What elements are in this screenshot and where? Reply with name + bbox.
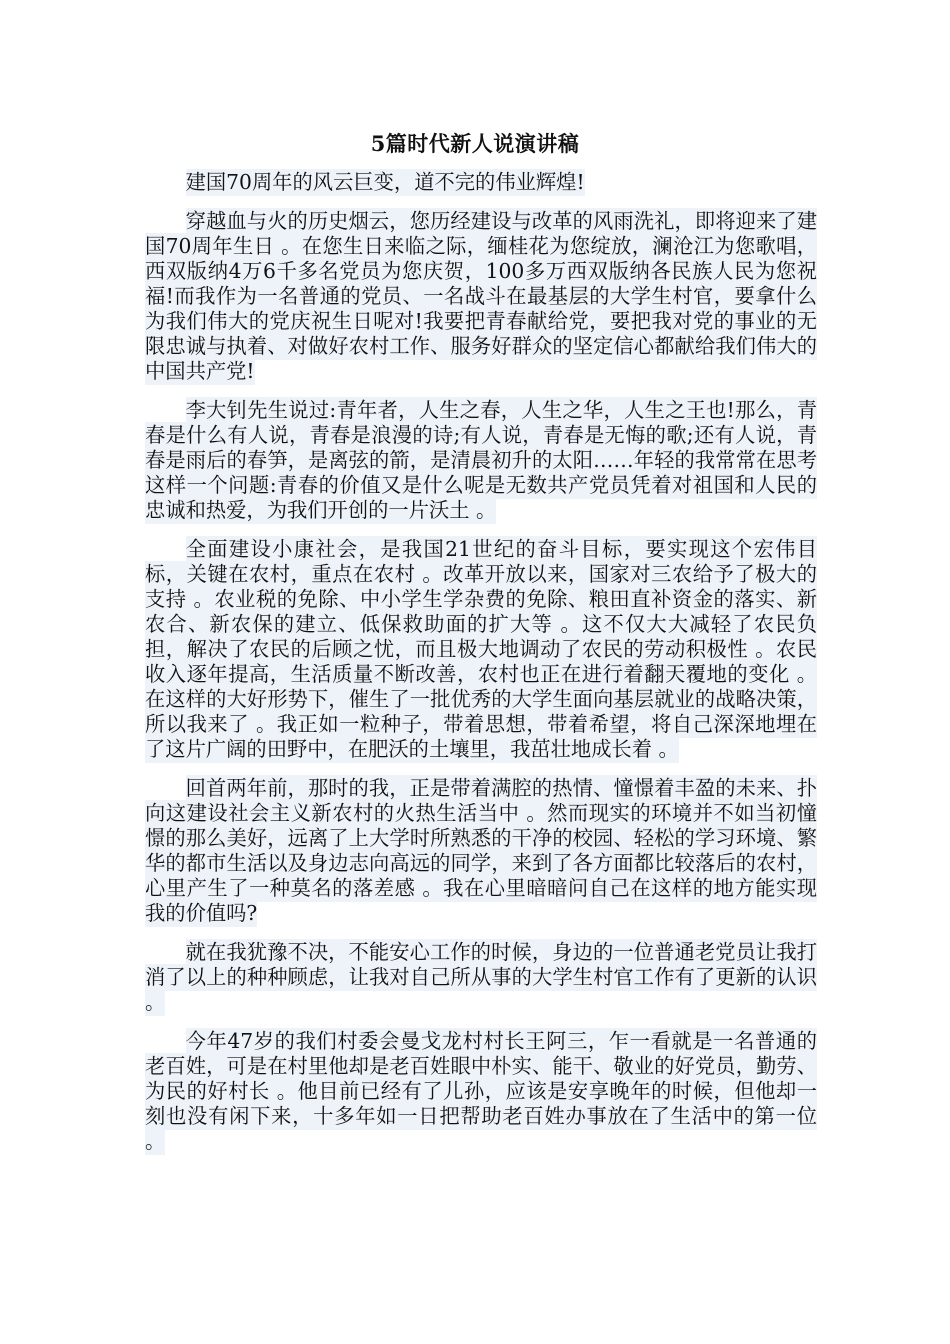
document-body [145, 170, 817, 1168]
paragraph-text: 穿越血与火的历史烟云，您历经建设与改革的风雨洗礼，即将迎来了建国70周年生日 。在您生日来临之际，缅桂花为您绽放，澜沧江为您歌唱，西双版纳4万6千多名党员为您庆贺，100多万西双版纳各民族人民为您祝福!而我作为一名普通的党员、一名战斗在最基层的大学生村官，要拿什么为我们伟大的党庆祝生日呢对!我要把青春献给党，要把我对党的事业的无限忠诚与执着、对做好农村工作、服务好群众的坚定信心都献给我们伟大的中国共产党! [145, 209, 817, 383]
paragraph [145, 1029, 817, 1154]
paragraph-text: 就在我犹豫不决，不能安心工作的时候，身边的一位普通老党员让我打消了以上的种种顾虑，让我对自己所从事的大学生村官工作有了更新的认识 。 [145, 940, 817, 1014]
paragraph [145, 170, 817, 195]
paragraph-text: 回首两年前，那时的我，正是带着满腔的热情、憧憬着丰盈的未来、扑向这建设社会主义新农村的火热生活当中 。然而现实的环境并不如当初憧憬的那么美好，远离了上大学时所熟悉的干净的校园、轻松的学习环境、繁华的都市生活以及身边志向高远的同学，来到了各方面都比较落后的农村，心里产生了一种莫名的落差感 。我在心里暗暗问自己在这样的地方能实现我的价值吗? [145, 776, 817, 925]
paragraph-text: 全面建设小康社会，是我国21世纪的奋斗目标，要实现这个宏伟目标，关键在农村，重点在农村 。改革开放以来，国家对三农给予了极大的支持 。农业税的免除、中小学生学杂费的免除、粮田直补资金的落实、新农合、新农保的建立、低保救助面的扩大等 。这不仅大大减轻了农民负担，解决了农民的后顾之忧，而且极大地调动了农民的劳动积极性 。农民收入逐年提高，生活质量不断改善，农村也正在进行着翻天覆地的变化 。在这样的大好形势下，催生了一批优秀的大学生面向基层就业的战略决策，所以我来了 。我正如一粒种子，带着思想，带着希望，将自己深深地埋在了这片广阔的田野中，在肥沃的土壤里，我茁壮地成长着 。 [145, 537, 817, 761]
paragraph-text: 今年47岁的我们村委会曼戈龙村村长王阿三，乍一看就是一名普通的老百姓，可是在村里他却是老百姓眼中朴实、能干、敬业的好党员，勤劳、为民的好村长 。他目前已经有了儿孙，应该是安享晚年的时候，但他却一刻也没有闲下来，十多年如一日把帮助老百姓办事放在了生活中的第一位 。 [145, 1029, 817, 1153]
paragraph-text: 李大钊先生说过:青年者，人生之春，人生之华，人生之王也!那么，青春是什么有人说，青春是浪漫的诗;有人说，青春是无悔的歌;还有人说，青春是雨后的春笋，是离弦的箭，是清晨初升的太阳……年轻的我常常在思考这样一个问题:青春的价值又是什么呢是无数共产党员凭着对祖国和人民的忠诚和热爱，为我们开创的一片沃土 。 [145, 398, 817, 522]
paragraph [145, 209, 817, 384]
document-title: 5篇时代新人说演讲稿 [370, 131, 580, 156]
paragraph [145, 776, 817, 926]
paragraph [145, 537, 817, 762]
paragraph [145, 940, 817, 1015]
paragraph-text: 建国70周年的风云巨变，道不完的伟业辉煌! [185, 170, 585, 194]
paragraph [145, 398, 817, 523]
